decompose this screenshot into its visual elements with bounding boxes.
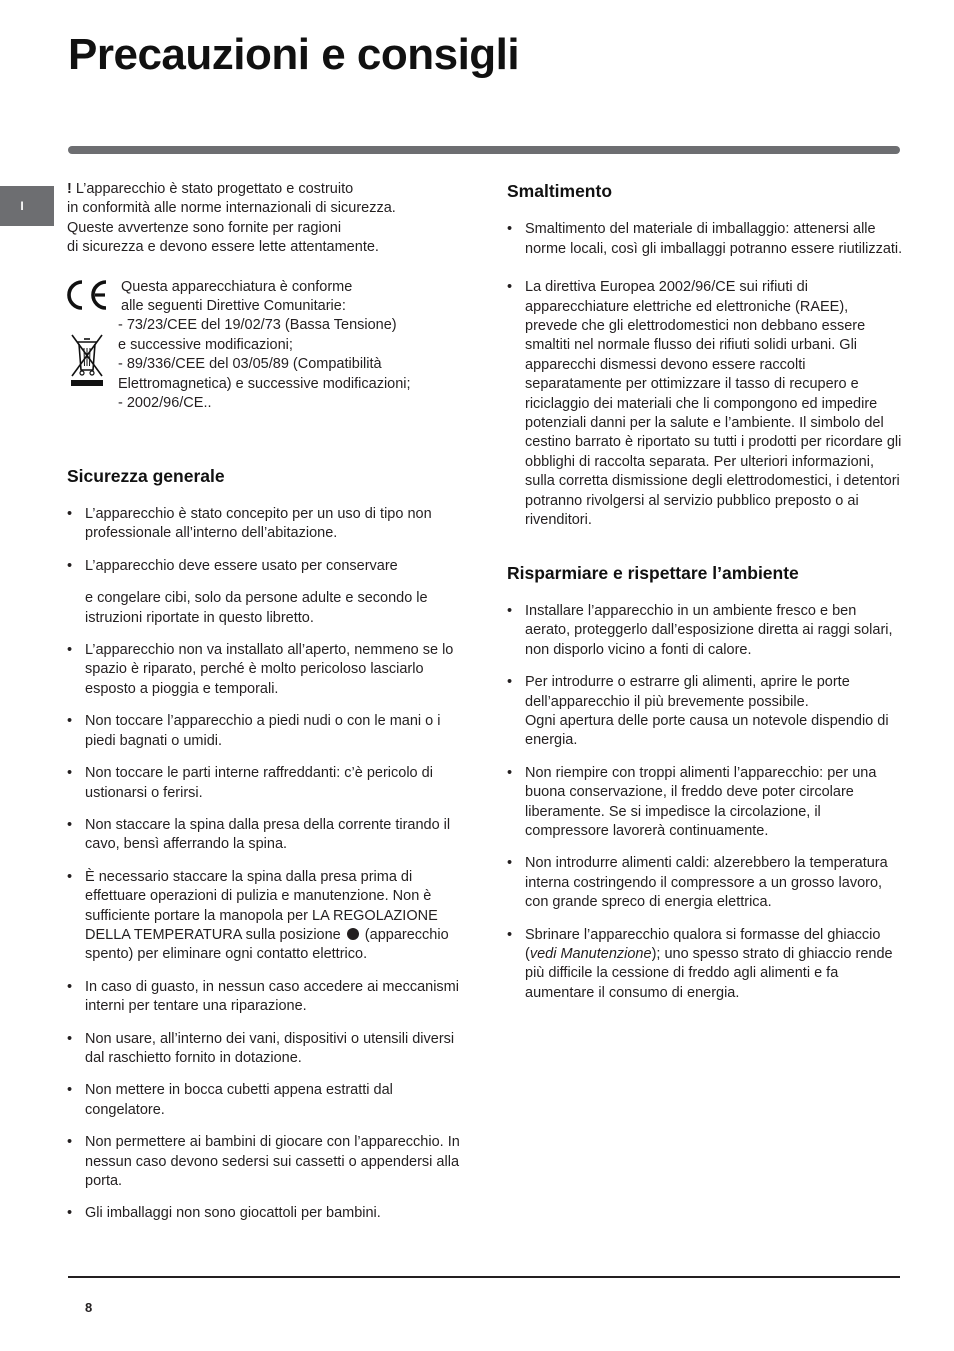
intro-line: di sicurezza e devono essere lette attentamente.	[67, 239, 379, 256]
list-item: • In caso di guasto, in nessun caso accedere ai meccanismi interni per tentare una riparazione.	[67, 978, 462, 1017]
language-tab: I	[0, 186, 54, 226]
risparmiare-list	[507, 602, 903, 1003]
list-item: • Gli imballaggi non sono giocattoli per bambini.	[67, 1204, 462, 1223]
section-heading-risparmiare: Risparmiare e rispettare l’ambiente	[507, 562, 799, 583]
sicurezza-list	[67, 505, 462, 1224]
list-item-text: È necessario staccare la spina dalla presa prima di effettuare operazioni di pulizia e manutenzione. Non è sufficiente portare la manopola per LA REGOLAZIONE DELLA TEMPERATURA sulla posizione	[85, 868, 438, 943]
list-item: • Non mettere in bocca cubetti appena estratti dal congelatore.	[67, 1081, 462, 1120]
list-item: • Non permettere ai bambini di giocare con l’apparecchio. In nessun caso devono sedersi sui cassetti o appendersi alla porta.	[67, 1133, 462, 1191]
ce-mark-icon	[65, 278, 111, 312]
list-item	[67, 868, 462, 965]
intro-line: in conformità alle norme internazionali di sicurezza.	[67, 200, 396, 217]
list-item: • L’apparecchio non va installato all’aperto, nemmeno se lo spazio è riparato, perché è molto pericoloso lasciarlo esposto a pioggia e temporali.	[67, 641, 462, 699]
list-item: • Smaltimento del materiale di imballaggio: attenersi alle norme locali, così gli imballaggi potranno essere riutilizzati.	[507, 220, 903, 259]
list-item	[507, 673, 903, 751]
list-item-text: Sbrinare l’apparecchio qualora si formasse del ghiaccio (	[525, 926, 881, 962]
list-item	[507, 926, 903, 1004]
directive-line: - 73/23/CEE del 19/02/73 (Bassa Tensione)	[118, 317, 397, 334]
list-item: • L’apparecchio è stato concepito per un uso di tipo non professionale all’interno dell’abitazione.	[67, 505, 462, 544]
page-title: Precauzioni e consigli	[68, 30, 520, 79]
list-item: • L’apparecchio deve essere usato per conservare	[67, 557, 462, 576]
list-item: • La direttiva Europea 2002/96/CE sui rifiuti di apparecchiature elettriche ed elettroniche (RAEE), prevede che gli elettrodomestici non debbano essere smaltiti nel normale flusso dei rifiuti solidi urbani. Gli apparecchi dismessi devono essere raccolti separatamente per ottimizzare il tasso di recupero e riciclaggio dei materiali che li compongono ed impedire potenziali danni per la salute e l’ambiente. Il simbolo del cestino barrato è riportato su tutti i prodotti per ricordare gli obblighi di raccolta separata. Per ulteriori informazioni, sulla corretta dismissione degli elettrodomestici, i detentori potranno rivolgersi al servizio pubblico preposto o ai rivenditori.	[507, 278, 903, 530]
directive-line: - 2002/96/CE..	[118, 395, 212, 412]
list-item-text: ); uno spesso strato di ghiaccio rende più difficile la cessione di freddo agli alimenti e fa aumentare il consumo di energia.	[525, 946, 893, 1001]
list-item: • Non staccare la spina dalla presa della corrente tirando il cavo, bensì afferrando la spina.	[67, 816, 462, 855]
list-item: • Non toccare l’apparecchio a piedi nudi o con le mani o i piedi bagnati o umidi.	[67, 712, 462, 751]
list-item: • Non riempire con troppi alimenti l’apparecchio: per una buona conservazione, il freddo deve poter circolare liberamente. Se si impedisce la circolazione, il compressore lavorerà continuamente.	[507, 764, 903, 842]
page-number: 8	[85, 1300, 93, 1315]
list-item: • Non usare, all’interno dei vani, dispositivi o utensili diversi dal raschietto fornito in dotazione.	[67, 1030, 462, 1069]
section-heading-sicurezza: Sicurezza generale	[67, 465, 225, 486]
directive-text	[118, 278, 463, 414]
top-divider	[68, 146, 900, 154]
section-heading-smaltimento: Smaltimento	[507, 181, 613, 201]
directive-line: Elettromagnetica) e successive modificazioni;	[118, 375, 411, 392]
smaltimento-list	[507, 220, 903, 530]
right-column	[507, 180, 903, 1016]
directive-block	[67, 278, 462, 423]
directive-line: Questa apparecchiatura è conforme	[121, 278, 353, 295]
intro-warning	[67, 180, 462, 258]
list-item-continuation: e congelare cibi, solo da persone adulte e secondo le istruzioni riportate in questo libretto.	[85, 590, 428, 626]
list-item: • Installare l’apparecchio in un ambiente fresco e ben aerato, proteggerlo dall’esposizione diretta ai raggi solari, non disporlo vicino a fonti di calore.	[507, 602, 903, 660]
bottom-divider	[68, 1276, 900, 1278]
directive-line: - 89/336/CEE del 03/05/89 (Compatibilità	[118, 356, 382, 373]
warning-mark: !	[67, 181, 72, 197]
list-item: • Non toccare le parti interne raffreddanti: c’è pericolo di ustionarsi o ferirsi.	[67, 764, 462, 803]
off-position-icon	[347, 928, 359, 940]
list-item-text: • Per introdurre o estrarre gli alimenti, aprire le porte dell’apparecchio il più brevemente possibile.	[525, 674, 850, 710]
intro-line: Queste avvertenze sono fornite per ragioni	[67, 219, 342, 236]
left-column	[67, 180, 462, 1237]
directive-line: alle seguenti Direttive Comunitarie:	[121, 298, 346, 315]
crossed-out-bin-icon	[69, 332, 105, 388]
list-item-text: Ogni apertura delle porte causa un notevole dispendio di energia.	[525, 712, 889, 749]
directive-line: e successive modificazioni;	[118, 336, 293, 353]
list-item: • Non introdurre alimenti caldi: alzerebbero la temperatura interna costringendo il compressore a un grosso lavoro, con grande spreco di energia elettrica.	[507, 854, 903, 912]
intro-line: L’apparecchio è stato progettato e costruito	[71, 181, 354, 197]
cross-reference: vedi Manutenzione	[529, 946, 652, 962]
list-item-text: (apparecchio spento) per eliminare ogni contatto elettrico.	[85, 926, 449, 963]
